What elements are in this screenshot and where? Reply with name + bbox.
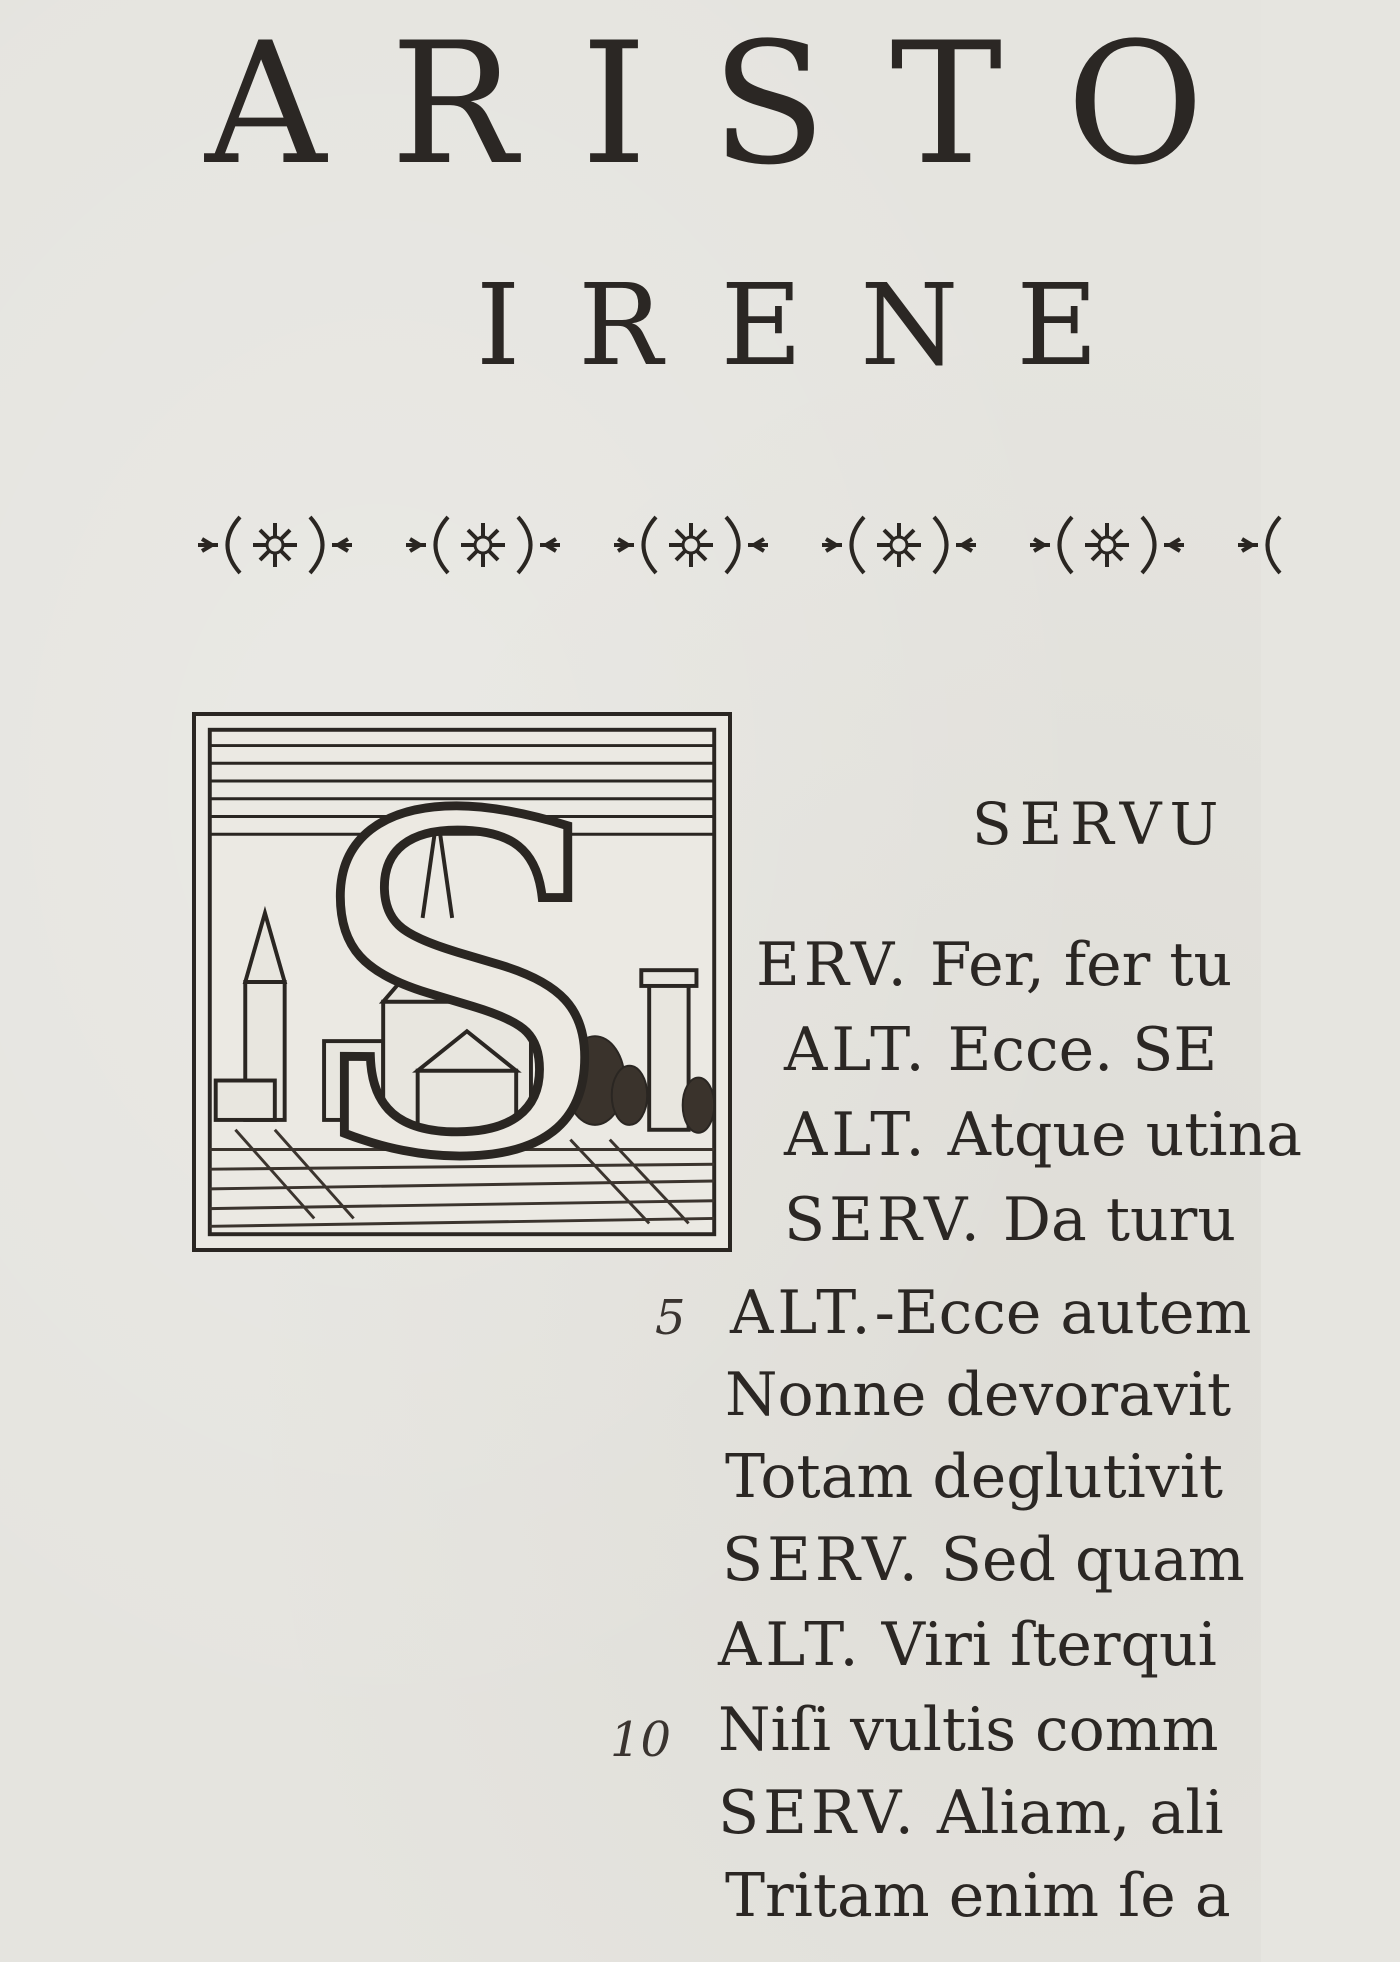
verse-line: [756, 930, 1233, 1000]
line-text: Atque utina: [928, 1100, 1303, 1170]
verse-line: [784, 1100, 1303, 1170]
line-number: 5: [655, 1290, 686, 1346]
ornament-row: [190, 505, 1270, 585]
line-text: Ecce. SE: [928, 1015, 1218, 1085]
verse-line: [722, 1525, 1245, 1595]
speaker-name: SERV.: [718, 1778, 918, 1848]
line-text: -Ecce autem: [874, 1278, 1252, 1348]
line-text: Da turu: [983, 1185, 1236, 1255]
speaker-heading: SERVU: [972, 790, 1227, 858]
fleuron-ornament-icon: [814, 505, 984, 585]
page-title: ARISTO: [205, 6, 1269, 202]
woodcut-village-scene-icon: [196, 716, 728, 1260]
line-text: Sed quam: [921, 1525, 1245, 1595]
line-number: 10: [610, 1712, 672, 1768]
page-subtitle: IRENE: [476, 261, 1157, 391]
line-text: Nonne devoravit: [725, 1360, 1232, 1430]
line-text: Aliam, ali: [917, 1778, 1224, 1848]
verse-line: [784, 1015, 1218, 1085]
speaker-name: ALT.: [730, 1278, 875, 1348]
speaker-name: ALT.: [784, 1100, 929, 1170]
verse-line: [718, 1695, 1219, 1765]
svg-text:S: S: [301, 720, 619, 1260]
verse-line: [725, 1442, 1223, 1512]
line-text: Tritam enim ſe a: [725, 1861, 1231, 1931]
fleuron-ornament-icon: [398, 505, 568, 585]
decorated-initial: [192, 712, 732, 1260]
line-text: Totam deglutivit: [725, 1442, 1223, 1512]
speaker-name: SERV.: [722, 1525, 922, 1595]
fleuron-ornament-icon: [1022, 505, 1192, 585]
line-text: Niſi vultis comm: [718, 1695, 1219, 1765]
fleuron-ornament-icon: [1230, 505, 1400, 585]
speaker-name: ALT.: [784, 1015, 929, 1085]
verse-line: [784, 1185, 1236, 1255]
verse-line: [718, 1610, 1217, 1680]
speaker-name: ERV.: [756, 930, 911, 1000]
speaker-name: SERV.: [784, 1185, 984, 1255]
verse-line: [725, 1861, 1231, 1931]
verse-line: [725, 1360, 1232, 1430]
fleuron-ornament-icon: [606, 505, 776, 585]
fleuron-ornament-icon: [190, 505, 360, 585]
verse-line: [730, 1278, 1252, 1348]
line-text: Fer, fer tu: [910, 930, 1233, 1000]
speaker-name: ALT.: [718, 1610, 863, 1680]
verse-line: [718, 1778, 1224, 1848]
line-text: Viri ſterqui: [862, 1610, 1217, 1680]
